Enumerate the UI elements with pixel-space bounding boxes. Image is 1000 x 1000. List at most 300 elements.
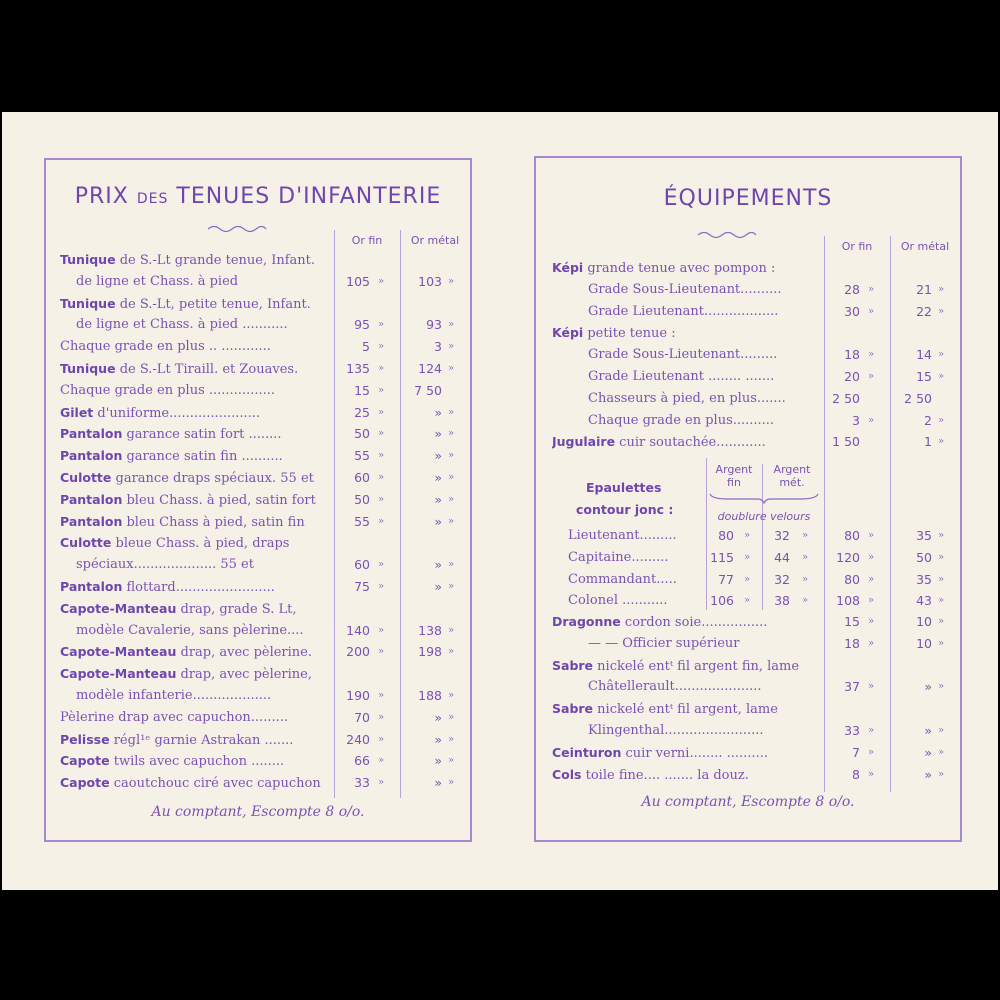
item-detail: Chasseurs à pied, en plus....... [588,390,786,406]
epaulette-grade: Lieutenant......... [568,528,677,543]
item-name: Pelisse [60,731,110,747]
price-or-fin-cents: » [378,733,385,745]
epaulette-grade: Capitaine......... [568,549,669,565]
price-or-metal-cents: » [448,755,455,767]
price-or-metal-cents: » [938,349,945,361]
price-or-fin: 30 [844,303,860,319]
price-or-fin: 55 [354,513,370,529]
price-row [46,686,470,706]
price-or-metal: 198 [418,644,442,660]
price-or-metal: » [434,491,442,507]
price-or-fin: 33 [844,723,860,738]
title-prix: PRIX [74,184,129,209]
item-description [60,533,332,554]
item-name: Capote-Manteau [60,600,177,616]
price-argent-fin: 80 [718,528,734,543]
price-or-metal: » [924,766,932,782]
price-or-fin: 28 [844,281,860,297]
item-detail: bleu Chass. à pied, satin fort [122,492,316,508]
item-detail: de ligne et Chass. à pied [76,273,239,289]
item-name: Pantalon [60,448,123,464]
item-detail: bleue Chass. à pied, draps [111,536,290,552]
price-row [536,345,960,365]
price-or-metal-cents: » [448,472,455,483]
item-description [552,432,822,453]
price-or-metal-cents: » [938,371,945,382]
item-description [552,699,822,720]
price-row [46,512,470,532]
price-or-metal: 3 [434,339,442,355]
price-or-metal: » [434,775,442,791]
epaulettes-heading: Epaulettes [586,480,662,495]
price-or-metal: 93 [426,317,442,333]
item-description [588,721,822,741]
price-or-metal: 1 [924,434,932,450]
price-row [46,599,470,619]
price-or-metal-cents: » [448,450,455,462]
price-argent-fin-cents: » [744,573,751,585]
price-or-fin: 60 [354,557,370,573]
column-header-or-fin: Or fin [351,234,383,247]
price-or-metal-cents: » [448,341,455,353]
price-or-fin: 50 [354,491,370,507]
item-name: Pantalon [60,579,123,594]
item-description [552,612,822,633]
price-or-fin-cents: » [868,746,875,758]
price-or-fin-cents: » [868,530,875,541]
price-or-metal: » [434,513,442,529]
item-detail: de ligne et Chass. à pied ........... [76,317,288,333]
item-name: Capote [60,775,110,791]
price-row [536,699,960,719]
price-or-fin: 5 [362,339,370,355]
item-detail: Chaque grade en plus .. ............ [60,339,271,355]
item-detail: caoutchouc ciré avec capuchon [109,776,321,792]
item-description [60,512,332,533]
price-argent-met-cents: » [802,573,809,585]
price-row [46,272,470,292]
price-or-fin: 2 50 [832,390,860,406]
price-card [2,112,998,890]
price-or-metal: 22 [916,303,932,319]
column-header-argent-fin: Argent fin [715,463,753,489]
price-or-metal: 50 [916,549,932,565]
item-description [588,302,822,322]
equipment-panel [534,156,962,842]
price-row [46,751,470,771]
price-argent-fin: 106 [710,593,734,609]
price-or-metal: 2 50 [904,390,932,406]
item-detail: Pèlerine drap avec capuchon......... [60,709,288,725]
column-header-argent-met: Argent mét. [773,463,811,489]
item-name: Tunique [60,295,116,311]
price-or-fin-cents: » [378,777,385,789]
price-or-fin: 140 [346,622,370,638]
price-or-metal: 14 [916,347,932,363]
price-or-fin: 18 [844,347,860,363]
item-name: Capote [60,753,110,769]
item-detail: drap, avec pèlerine, [176,667,313,683]
price-argent-met-cents: » [802,551,809,563]
infantry-uniforms-panel [44,158,472,842]
item-description [60,359,332,380]
price-row [536,677,960,697]
item-name: Ceinturon [552,744,622,760]
price-row [46,381,470,401]
price-or-metal: » [434,404,442,420]
price-or-metal: » [434,448,442,464]
price-or-fin-cents: » [868,283,875,295]
price-or-metal-cents: » [448,711,455,723]
price-or-metal: » [434,753,442,769]
item-detail: Grade Sous-Lieutenant.......... [588,281,782,297]
price-or-metal: » [924,723,932,738]
price-or-metal: 10 [916,635,932,651]
price-or-fin: 3 [852,412,860,428]
item-description [588,345,822,365]
price-or-fin-cents: » [378,515,385,527]
price-row [46,577,470,597]
price-or-fin-cents: » [868,725,875,736]
column-header-or-metal: Or métal [900,240,950,253]
price-row [536,612,960,632]
price-or-fin: 8 [852,766,860,782]
item-description [60,490,332,511]
price-or-fin-cents: » [378,624,385,636]
price-or-metal-cents: » [938,530,945,541]
column-header-or-fin: Or fin [841,240,873,253]
price-row [46,664,470,684]
price-or-fin: 80 [844,571,860,587]
price-or-metal: » [434,579,442,594]
price-row [536,258,960,278]
item-detail: de S.-Lt grande tenue, Infant. [115,253,316,268]
item-detail: bleu Chass à pied, satin fin [122,514,305,530]
item-description [76,686,332,706]
item-description [588,367,822,387]
price-or-metal: 35 [916,571,932,587]
price-or-fin-cents: » [868,616,875,627]
item-description [60,381,332,401]
price-or-fin: 33 [354,775,370,791]
price-or-fin-cents: » [868,551,875,563]
price-or-fin: 108 [836,593,860,609]
footer-terms: Au comptant, Escompte 8 o/o. [641,794,855,810]
price-or-metal-cents: » [938,616,945,627]
item-detail: drap, avec pèlerine. [176,645,313,661]
price-or-metal: 21 [916,281,932,297]
price-or-fin-cents: » [378,275,385,287]
price-or-metal: 15 [916,369,932,384]
price-or-metal-cents: » [448,275,455,287]
item-detail: petite tenue : [583,326,676,342]
price-or-fin-cents: » [868,371,875,382]
price-row [46,533,470,553]
item-description [60,250,332,271]
price-or-metal-cents: » [938,573,945,585]
price-or-fin-cents: » [378,406,385,418]
price-or-metal: 2 [924,412,932,428]
item-name: Cols [552,766,582,782]
price-row [46,773,470,793]
item-description [552,743,822,764]
item-description [60,424,332,445]
epaulette-row [536,526,960,546]
price-or-fin: 55 [354,448,370,464]
price-or-metal-cents: » [938,551,945,563]
item-description [76,555,332,575]
price-or-fin: 15 [354,382,370,398]
price-or-fin-cents: » [868,305,875,317]
price-or-fin-cents: » [378,319,385,331]
price-or-metal: 124 [418,361,442,376]
item-name: Gilet [60,404,94,420]
price-or-metal: » [434,426,442,442]
price-or-metal-cents: » [938,595,945,607]
price-or-metal-cents: » [938,768,945,780]
item-description [60,773,332,794]
item-description [552,656,822,677]
price-argent-met: 32 [774,528,790,543]
item-detail: Châtellerault..................... [588,679,762,695]
price-or-metal: 188 [418,688,442,703]
price-or-metal-cents: » [448,624,455,636]
item-name: Jugulaire [552,434,616,450]
price-or-fin: 135 [346,361,370,376]
item-detail: garance satin fort ........ [122,427,282,443]
price-row [46,642,470,662]
price-row [46,446,470,466]
price-or-fin: 190 [346,688,370,703]
price-row [536,323,960,343]
price-or-metal: » [434,709,442,725]
item-description [552,258,822,279]
price-or-fin: 95 [354,317,370,333]
item-detail: nickelé entᵗ fil argent fin, lame [593,658,800,674]
item-detail: cuir verni........ .......... [621,745,768,761]
price-or-metal-cents: » [448,319,455,331]
price-or-metal-cents: » [448,363,455,374]
price-row [46,621,470,641]
item-detail: Grade Lieutenant ........ ....... [588,369,775,384]
item-name: Sabre [552,701,594,717]
panel-title [46,184,470,209]
price-row [536,367,960,387]
price-row [46,424,470,444]
price-row [536,765,960,785]
price-or-fin-cents: » [378,646,385,658]
price-row [46,315,470,335]
item-name: Pantalon [60,426,123,442]
price-or-metal-cents: » [448,406,455,418]
price-or-fin: 15 [844,614,860,629]
item-detail: de S.-Lt, petite tenue, Infant. [115,296,311,312]
price-or-metal: 103 [418,273,442,289]
epaulette-grade: Colonel ........... [568,593,668,609]
item-name: Culotte [60,535,112,551]
item-name: Dragonne [552,614,621,629]
item-detail: régl¹ᵉ garnie Astrakan ....... [109,732,294,748]
epaulettes-subheading: contour jonc : [576,502,674,517]
item-name: Capote-Manteau [60,644,177,660]
price-row [46,468,470,488]
price-or-fin: 80 [844,528,860,543]
price-argent-fin-cents: » [744,530,751,541]
price-or-metal-cents: » [938,746,945,758]
price-row [46,359,470,379]
price-or-metal: » [434,731,442,747]
item-detail: modèle infanterie................... [76,688,272,703]
price-or-metal: 43 [916,593,932,609]
item-description [60,708,332,728]
price-or-fin-cents: » [378,428,385,440]
price-or-fin: 20 [844,369,860,384]
item-detail: garance draps spéciaux. 55 et [111,471,314,486]
item-description [60,577,332,598]
price-or-metal: 138 [418,622,442,638]
price-argent-met-cents: » [802,595,809,607]
title-tenues: TENUES D'INFANTERIE [176,184,442,209]
price-or-fin-cents: » [868,637,875,649]
item-name: Képi [552,260,584,275]
item-detail: cuir soutachée............ [615,435,766,451]
price-row [536,634,960,654]
price-or-metal-cents: » [448,690,455,701]
price-or-metal-cents: » [448,515,455,527]
price-or-fin-cents: » [378,559,385,571]
price-or-metal: 35 [916,528,932,543]
item-name: Culotte [60,470,112,485]
price-or-metal-cents: » [938,637,945,649]
price-or-metal: » [924,744,932,760]
item-detail: Grade Sous-Lieutenant......... [588,347,778,363]
item-detail: modèle Cavalerie, sans pèlerine.... [76,622,304,638]
doublure-velours-label: doublure velours [717,510,811,523]
price-row [536,411,960,431]
price-or-metal: 7 50 [414,382,442,398]
price-or-fin: 120 [836,549,860,565]
price-or-metal: » [434,557,442,573]
item-detail: garance satin fin .......... [122,449,283,465]
item-detail: d'uniforme...................... [93,405,261,421]
footer-terms: Au comptant, Escompte 8 o/o. [151,804,365,820]
item-description [60,468,332,489]
price-argent-fin-cents: » [744,551,751,563]
price-or-fin: 7 [852,744,860,760]
item-description [60,642,332,663]
price-or-fin: 37 [844,679,860,695]
item-detail: cordon soie................ [620,615,768,630]
price-or-metal: 10 [916,614,932,629]
item-detail: de S.-Lt Tiraill. et Zouaves. [115,362,299,377]
price-or-metal-cents: » [448,777,455,789]
item-name: Tunique [60,252,116,267]
item-description [76,315,332,335]
item-description [60,446,332,467]
item-description [60,294,332,315]
price-row [46,294,470,314]
price-row [536,280,960,300]
price-row [46,490,470,510]
item-description [60,664,332,685]
item-description [60,751,332,772]
item-description [588,280,822,300]
price-or-metal-cents: » [448,581,455,592]
price-or-fin-cents: » [868,595,875,607]
price-row [536,743,960,763]
item-detail: toile fine.... ....... la douz. [581,767,749,783]
epaulette-row [536,548,960,568]
price-or-fin-cents: » [378,450,385,462]
item-detail: — — Officier supérieur [588,635,740,651]
price-or-fin: 240 [346,731,370,747]
epaulette-row [536,570,960,590]
price-or-fin: 50 [354,426,370,442]
price-or-fin: 18 [844,635,860,651]
price-row [536,389,960,409]
item-description [588,634,822,654]
price-argent-fin: 115 [710,549,734,565]
item-detail: Grade Lieutenant.................. [588,303,779,319]
item-description [60,599,332,620]
item-name: Tunique [60,361,116,376]
item-detail: Klingenthal........................ [588,723,764,738]
price-or-fin-cents: » [868,681,875,693]
item-description [76,272,332,292]
price-or-fin: 75 [354,579,370,594]
price-row [46,730,470,750]
price-or-metal-cents: » [448,559,455,571]
price-or-fin-cents: » [378,341,385,353]
price-or-fin-cents: » [868,349,875,361]
item-description [76,621,332,641]
price-or-metal-cents: » [448,646,455,658]
price-row [46,555,470,575]
flourish-ornament [696,230,758,238]
price-argent-met: 38 [774,593,790,609]
title-des: DES [136,191,169,207]
price-or-metal: » [434,470,442,485]
price-or-metal-cents: » [938,681,945,693]
price-or-fin: 70 [354,709,370,725]
item-detail: drap, grade S. Lt, [176,601,297,617]
price-or-metal-cents: » [938,436,945,448]
item-name: Pantalon [60,513,123,529]
price-or-fin-cents: » [378,363,385,374]
price-or-metal-cents: » [448,733,455,745]
price-row [536,302,960,322]
price-or-metal-cents: » [938,305,945,317]
price-or-fin-cents: » [378,690,385,701]
flourish-ornament [206,224,268,232]
price-argent-fin-cents: » [744,595,751,607]
item-detail: spéciaux.................... 55 et [76,557,254,573]
price-or-metal-cents: » [448,493,455,505]
price-or-metal-cents: » [938,414,945,426]
price-or-fin: 25 [354,404,370,420]
price-or-fin-cents: » [378,711,385,723]
price-or-metal-cents: » [938,725,945,736]
item-description [588,389,822,409]
price-or-fin-cents: » [868,573,875,585]
price-or-fin-cents: » [378,581,385,592]
item-name: Képi [552,325,584,341]
panel-title: ÉQUIPEMENTS [663,186,833,211]
item-description [60,730,332,751]
epaulette-row [536,591,960,611]
price-or-fin-cents: » [868,414,875,426]
price-row [46,337,470,357]
